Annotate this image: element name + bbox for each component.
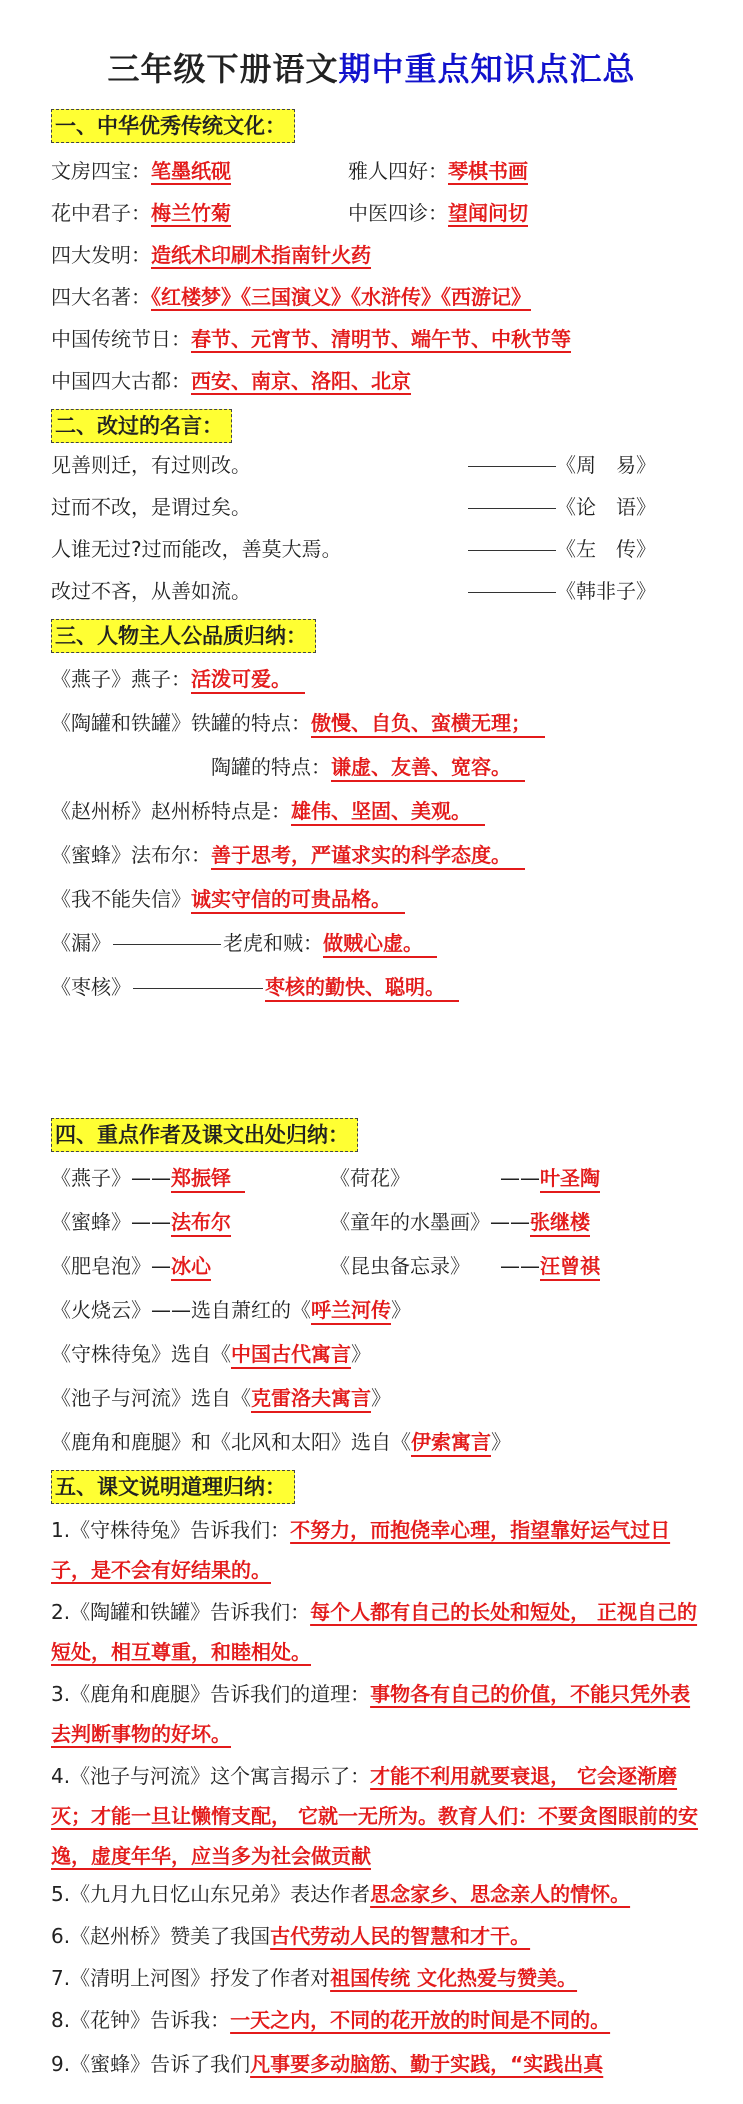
mingzhu-value: 《红楼梦》《三国演义》《水浒传》《西游记》 (151, 285, 531, 309)
quote-source-row (468, 535, 656, 563)
trait-label: 《赵州桥》赵州桥特点是： (51, 799, 291, 823)
trait-dash (113, 944, 221, 945)
gudu-label: 中国四大古都： (51, 369, 191, 393)
yaren-label: 雅人四好： (348, 159, 448, 183)
faming-row (51, 241, 371, 269)
trait-row (211, 753, 525, 782)
trait-value: 做贼心虚。 (323, 930, 437, 958)
source-row (51, 1428, 511, 1457)
wenfang-row (51, 157, 231, 185)
trait-value: 善于思考，严谨求实的科学态度。 (211, 842, 525, 870)
page-title (0, 44, 743, 90)
quote-dash (468, 508, 556, 509)
trait-label: 《陶罐和铁罐》铁罐的特点： (51, 711, 311, 735)
jieri-row (51, 325, 571, 353)
author-row (51, 1252, 211, 1281)
author-row (51, 1164, 245, 1193)
mingzhu-row (51, 283, 531, 311)
lesson-item (51, 2050, 603, 2078)
lesson-item (51, 1964, 577, 1992)
author-row (330, 1208, 590, 1237)
yaren-row (348, 157, 528, 185)
source-end: 》 (491, 1430, 511, 1454)
author-value: 法布尔 (171, 1209, 231, 1237)
author-value: 冰心 (171, 1253, 211, 1281)
lesson-value: 古代劳动人民的智慧和才干。 (270, 1924, 531, 1948)
author-label: 《昆虫备忘录》 (330, 1254, 470, 1278)
lesson-label: 2.《陶罐和铁罐》告诉我们： (51, 1600, 311, 1624)
section4-heading: 四、重点作者及课文出处归纳： (51, 1118, 358, 1152)
trait-label: 《枣核》 (51, 975, 131, 999)
trait-row (51, 973, 459, 1002)
lesson-label: 8.《花钟》告诉我： (51, 2008, 231, 2032)
source-row (51, 1296, 411, 1325)
trait-value: 诚实守信的可贵品格。 (191, 886, 405, 914)
gudu-row (51, 367, 411, 395)
source-label: 《守株待兔》选自《 (51, 1342, 231, 1366)
source-end: 》 (391, 1298, 411, 1322)
zhongyi-value: 望闻问切 (448, 201, 528, 225)
lesson-item (51, 1592, 699, 1672)
lesson-item (51, 1674, 699, 1754)
huazhong-row (51, 199, 231, 227)
author-dash: —— (500, 1254, 540, 1278)
lesson-label: 9.《蜜蜂》告诉了我们 (51, 2052, 251, 2076)
trait-label: 《漏》 (51, 931, 111, 955)
trait-value: 雄伟、坚固、美观。 (291, 798, 485, 826)
quote-source: 《韩非子》 (556, 579, 656, 603)
lesson-value: 思念家乡、思念亲人的情怀。 (370, 1882, 631, 1906)
yaren-value: 琴棋书画 (448, 159, 528, 183)
quote-dash (468, 466, 556, 467)
wenfang-value: 笔墨纸砚 (151, 159, 231, 183)
source-row (51, 1384, 391, 1413)
author-label: 《荷花》 (330, 1166, 410, 1190)
trait-row (51, 929, 437, 958)
trait-value: 活泼可爱。 (191, 666, 305, 694)
source-value: 克雷洛夫寓言 (251, 1385, 371, 1413)
lesson-label: 1.《守株待兔》告诉我们： (51, 1518, 291, 1542)
trait-value: 谦虚、友善、宽容。 (331, 754, 525, 782)
section2-heading: 二、改过的名言： (51, 409, 232, 443)
quote-dash (468, 550, 556, 551)
lesson-item (51, 1756, 699, 1876)
quote-source-row (468, 451, 656, 479)
jieri-value: 春节、元宵节、清明节、端午节、中秋节等 (191, 327, 571, 351)
author-label: 《童年的水墨画》—— (330, 1210, 530, 1234)
author-dash: —— (500, 1166, 540, 1190)
lesson-label: 3.《鹿角和鹿腿》告诉我们的道理： (51, 1682, 371, 1706)
wenfang-label: 文房四宝： (51, 159, 151, 183)
lesson-value: 不努力，而抱侥幸心理，指望靠好运气过日子，是不会有好结果的。 (51, 1518, 671, 1582)
author-row (51, 1208, 231, 1237)
source-value: 伊索寓言 (411, 1429, 491, 1457)
lesson-item (51, 1510, 699, 1590)
jieri-label: 中国传统节日： (51, 327, 191, 351)
author-value: 郑振铎 (171, 1165, 245, 1193)
author-value: 张继楼 (530, 1209, 590, 1237)
section3-heading: 三、人物主人公品质归纳： (51, 619, 316, 653)
trait-label: 《蜜蜂》法布尔： (51, 843, 211, 867)
quote-text: 见善则迁，有过则改。 (51, 453, 251, 477)
trait-row (51, 797, 485, 826)
author-row (330, 1164, 410, 1192)
trait-value: 傲慢、自负、蛮横无理； (311, 710, 545, 738)
source-end: 》 (351, 1342, 371, 1366)
quote-source-row (468, 493, 656, 521)
trait-mid: 老虎和贼： (223, 931, 323, 955)
lesson-value: 事物各有自己的价值，不能只凭外表去判断事物的好坏。 (51, 1682, 691, 1746)
trait-label: 《我不能失信》 (51, 887, 191, 911)
quote-text: 过而不改，是谓过矣。 (51, 495, 251, 519)
quote-source: 《左 传》 (556, 537, 656, 561)
lesson-value: 祖国传统 文化热爱与赞美。 (330, 1966, 578, 1990)
zhongyi-row (348, 199, 528, 227)
mingzhu-label: 四大名著： (51, 285, 151, 309)
quote-source: 《周 易》 (556, 453, 656, 477)
trait-row (51, 665, 305, 694)
quote-text: 人谁无过?过而能改，善莫大焉。 (51, 537, 342, 561)
trait-label: 陶罐的特点： (211, 755, 331, 779)
lesson-item (51, 1922, 530, 1950)
zhongyi-label: 中医四诊： (348, 201, 448, 225)
quote-source-row (468, 577, 656, 605)
lesson-label: 5.《九月九日忆山东兄弟》表达作者 (51, 1882, 371, 1906)
source-label: 《火烧云》——选自萧红的《 (51, 1298, 311, 1322)
author-value: 叶圣陶 (540, 1165, 600, 1193)
lesson-label: 4.《池子与河流》这个寓言揭示了： (51, 1764, 371, 1788)
trait-label: 《燕子》燕子： (51, 667, 191, 691)
trait-row (51, 709, 545, 738)
author-row (500, 1252, 600, 1281)
title-blue: 期中重点知识点汇总 (338, 50, 636, 88)
source-end: 》 (371, 1386, 391, 1410)
trait-value: 枣核的勤快、聪明。 (265, 974, 459, 1002)
huazhong-value: 梅兰竹菊 (151, 201, 231, 225)
source-value: 中国古代寓言 (231, 1341, 351, 1369)
lesson-value: 才能不利用就要衰退， 它会逐渐磨灭；才能一旦让懒惰支配， 它就一无所为。教育人们：不要贪图眼前的安逸，虚度年华，应当多为社会做贡献 (51, 1764, 698, 1868)
lesson-item (51, 2006, 610, 2034)
lesson-label: 6.《赵州桥》赞美了我国 (51, 1924, 271, 1948)
faming-label: 四大发明： (51, 243, 151, 267)
author-label: 《燕子》—— (51, 1166, 171, 1190)
faming-value: 造纸术印刷术指南针火药 (151, 243, 371, 267)
trait-row (51, 841, 525, 870)
gudu-value: 西安、南京、洛阳、北京 (191, 369, 411, 393)
author-label: 《蜜蜂》—— (51, 1210, 171, 1234)
quote-text: 改过不吝，从善如流。 (51, 579, 251, 603)
title-black: 三年级下册语文 (107, 50, 339, 88)
author-row (500, 1164, 600, 1193)
trait-row (51, 885, 405, 914)
section5-heading: 五、课文说明道理归纳： (51, 1470, 295, 1504)
source-row (51, 1340, 371, 1369)
quote-dash (468, 592, 556, 593)
section1-heading: 一、中华优秀传统文化： (51, 109, 295, 143)
author-value: 汪曾祺 (540, 1253, 600, 1281)
lesson-value: 凡事要多动脑筋、勤于实践，“实践出真 (250, 2052, 604, 2076)
lesson-item (51, 1880, 630, 1908)
huazhong-label: 花中君子： (51, 201, 151, 225)
lesson-value: 一天之内，不同的花开放的时间是不同的。 (230, 2008, 611, 2032)
source-value: 呼兰河传 (311, 1297, 391, 1325)
source-label: 《鹿角和鹿腿》和《北风和太阳》选自《 (51, 1430, 411, 1454)
author-row (330, 1252, 470, 1280)
lesson-value: 每个人都有自己的长处和短处， 正视自己的短处，相互尊重，和睦相处。 (51, 1600, 698, 1664)
trait-dash (133, 988, 263, 989)
author-label: 《肥皂泡》— (51, 1254, 171, 1278)
lesson-label: 7.《清明上河图》抒发了作者对 (51, 1966, 331, 1990)
source-label: 《池子与河流》选自《 (51, 1386, 251, 1410)
quote-source: 《论 语》 (556, 495, 656, 519)
